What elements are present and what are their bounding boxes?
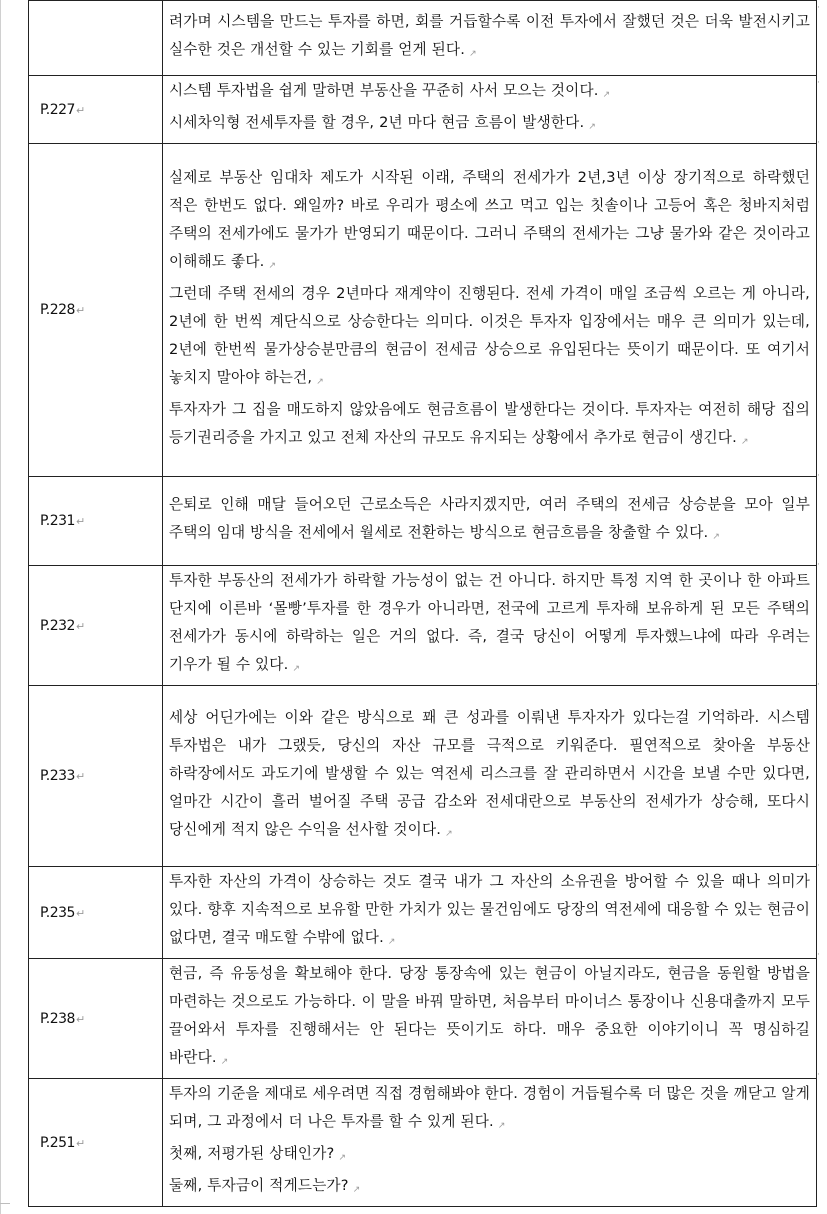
paragraph [169, 8, 810, 68]
table-row [29, 959, 817, 1079]
page-margin-guide [0, 0, 1, 1214]
paragraph-text: 투자의 기준을 제대로 세우려면 직접 경험해봐야 한다. 경험이 거듭될수록 더 많은 것을 깨닫고 알게 되며, 그 과정에서 더 나은 투자를 할 수 있게 된다. [169, 1085, 810, 1130]
page-number-cell [29, 144, 163, 477]
paragraph-return-icon: ↵ [75, 619, 85, 633]
quote-text-cell [163, 566, 817, 686]
table-row [29, 867, 817, 959]
row-end-mark-icon: · [817, 138, 820, 148]
paragraph-text: 투자한 자산의 가격이 상승하는 것도 결국 내가 그 자산의 소유권을 방어할 수 있을 때나 의미가 있다. 향후 지속적으로 보유할 만한 가치가 있는 물건임에도 당장의 역전세에 대응할 수 있는 현금이 없다면, 결국 매도할 수밖에 없다. [169, 873, 810, 946]
page-number: P.227 [40, 101, 75, 118]
quote-text-cell [163, 959, 817, 1079]
paragraph [169, 280, 810, 396]
table-row [29, 566, 817, 686]
paragraph [169, 567, 810, 683]
paragraph [169, 164, 810, 280]
row-end-mark-icon: · [817, 680, 820, 690]
quote-text-cell [163, 477, 817, 566]
paragraph-return-icon: ↵ [75, 103, 85, 117]
paragraph [169, 960, 810, 1076]
paragraph [169, 396, 810, 456]
paragraph-return-icon: ↵ [75, 1012, 85, 1026]
page-number: P.228 [40, 302, 75, 318]
paragraph-mark-icon: ↗ [740, 436, 749, 447]
paragraph [169, 704, 810, 848]
paragraph-text: 시스템 투자법을 쉽게 말하면 부동산을 꾸준히 사서 모으는 것이다. [169, 82, 599, 99]
page-number-cell [29, 566, 163, 686]
page-number-cell [29, 76, 163, 144]
quote-text-cell [163, 686, 817, 867]
paragraph-text: 시세차익형 전세투자를 할 경우, 2년 마다 현금 흐름이 발생한다. [169, 114, 585, 131]
row-end-mark-icon: · [817, 78, 820, 88]
page-number-cell [29, 1079, 163, 1207]
paragraph-mark-icon: ↗ [338, 1153, 347, 1163]
paragraph [169, 1172, 810, 1204]
page-number-cell [29, 686, 163, 867]
paragraph-text: 투자자가 그 집을 매도하지 않았음에도 현금흐름이 발생한다는 것이다. 투자자는 여전히 해당 집의 등기권리증을 가지고 있고 전체 자산의 규모도 유지되는 상황에서 추가로 현금이 생긴다. [169, 400, 810, 446]
paragraph-text: 은퇴로 인해 매달 들어오던 근로소득은 사라지겠지만, 여러 주택의 전세금 상승분을 모아 일부 주택의 임대 방식을 전세에서 월세로 전환하는 방식으로 현금흐름을 창출할 수 있다. [169, 495, 810, 541]
paragraph-return-icon: ↵ [75, 906, 85, 920]
page-number-cell [29, 959, 163, 1079]
paragraph-text: 첫째, 저평가된 상태인가? [169, 1145, 335, 1162]
paragraph-mark-icon: ↗ [352, 1185, 361, 1195]
paragraph-mark-icon: ↗ [220, 1057, 229, 1067]
paragraph [169, 77, 810, 109]
paragraph-text: 려가며 시스템을 만드는 투자를 하면, 회를 거듭할수록 이전 투자에서 잘했던 것은 더욱 발전시키고 실수한 것은 개선할 수 있는 기회를 얻게 된다. [169, 12, 810, 58]
paragraph-mark-icon: ↗ [469, 48, 477, 59]
page-number-cell [29, 1, 163, 76]
table-row [29, 686, 817, 867]
row-end-mark-icon: · [817, 861, 820, 871]
paragraph-text: 현금, 즉 유동성을 확보해야 한다. 당장 통장속에 있는 현금이 아닐지라도, 현금을 동원할 방법을 마련하는 것으로도 가능하다. 이 말을 바꿔 말하면, 처음부터 마이너스 통장이나 신용대출까지 모두 끌어와서 투자를 진행해서는 안 된다는 뜻이기도 하다. 매우 중요한 이야기이니 꼭 명심하길 바란다. [169, 965, 810, 1066]
paragraph-mark-icon: ↗ [268, 260, 277, 271]
quote-text-cell [163, 1079, 817, 1207]
paragraph [169, 109, 810, 141]
paragraph-text: 실제로 부동산 임대차 제도가 시작된 이래, 주택의 전세가가 2년,3년 이상 장기적으로 하락했던 적은 한번도 없다. 왜일까? 바로 우리가 평소에 쓰고 먹고 입는 칫솔이나 고등어 혹은 청바지처럼 주택의 전세가에도 물가가 반영되기 때문이다. 그러니 주택의 전세가는 그냥 물가와 같은 것이라고 이해해도 좋다. [169, 168, 810, 270]
page-number: P.231 [40, 513, 75, 529]
paragraph [169, 1140, 810, 1172]
paragraph-mark-icon: ↗ [445, 828, 453, 839]
paragraph [169, 868, 810, 956]
page-number: P.238 [40, 1010, 75, 1027]
paragraph-return-icon: ↵ [75, 770, 85, 783]
row-end-mark-icon: · [817, 1070, 820, 1080]
row-end-mark-icon: · [817, 950, 820, 960]
table-row [29, 76, 817, 144]
paragraph-mark-icon: ↗ [387, 937, 396, 947]
paragraph-return-icon: ↵ [75, 304, 85, 317]
page-number: P.235 [40, 904, 75, 921]
paragraph [169, 491, 810, 551]
page-number: P.232 [40, 617, 75, 634]
quote-text-cell [163, 144, 817, 477]
paragraph-text: 투자한 부동산의 전세가가 하락할 가능성이 없는 건 아니다. 하지만 특정 지역 한 곳이나 한 아파트 단지에 이른바 ‘몰빵’투자를 한 경우가 아니라면, 전국에 고르게 투자해 보유하게 된 모든 주택의 전세가가 동시에 하락하는 일은 거의 없다. 즉, 결국 당신이 어떻게 투자했느냐에 따라 우려는 기우가 될 수 있다. [169, 572, 810, 673]
paragraph-text: 둘째, 투자금이 적게드는가? [169, 1177, 349, 1194]
page-number-cell [29, 477, 163, 566]
paragraph-text: 그런데 주택 전세의 경우 2년마다 재계약이 진행된다. 전세 가격이 매일 조금씩 오르는 게 아니라, 2년에 한 번씩 계단식으로 상승한다는 의미다. 이것은 투자자 입장에서는 매우 큰 의미가 있는데, 2년에 한번씩 물가상승분만큼의 현금이 전세금 상승으로 유입된다는 뜻이기 때문이다. 또 여기서 놓치지 말아야 하는건, [169, 284, 810, 386]
paragraph-mark-icon: ↗ [292, 664, 301, 674]
page-corner-mark [0, 1203, 10, 1204]
quote-text-cell [163, 1, 817, 76]
quote-text-cell [163, 867, 817, 959]
paragraph [169, 1080, 810, 1140]
notes-table [28, 0, 817, 1207]
table-row [29, 1, 817, 76]
paragraph-return-icon: ↵ [75, 1136, 85, 1150]
table-row [29, 477, 817, 566]
paragraph-mark-icon: ↗ [497, 1121, 506, 1131]
table-row [29, 144, 817, 477]
paragraph-mark-icon: ↗ [712, 531, 721, 542]
paragraph-mark-icon: ↗ [602, 90, 611, 100]
page-number: P.251 [40, 1134, 75, 1151]
paragraph-return-icon: ↵ [75, 515, 85, 528]
page-number: P.233 [40, 768, 75, 784]
table-row [29, 1079, 817, 1207]
quote-text-cell [163, 76, 817, 144]
row-end-mark-icon: · [817, 560, 820, 570]
paragraph-text: 세상 어딘가에는 이와 같은 방식으로 꽤 큰 성과를 이뤄낸 투자자가 있다는걸 기억하라. 시스템 투자법은 내가 그랬듯, 당신의 자산 규모를 극적으로 키워준다. 필연적으로 찾아올 부동산 하락장에서도 과도기에 발생할 수 있는 역전세 리스크를 잘 관리하면서 시간을 보낼 수만 있다면, 얼마간 시간이 흘러 벌어질 주택 공급 감소와 전세대란으로 부동산의 전세가가 상승해, 또다시 당신에게 적지 않은 수익을 선사할 것이다. [169, 708, 810, 838]
paragraph-mark-icon: ↗ [316, 376, 324, 387]
row-end-mark-icon: · [817, 3, 820, 13]
page-number-cell [29, 867, 163, 959]
row-end-mark-icon: · [817, 471, 820, 481]
paragraph-mark-icon: ↗ [588, 122, 597, 132]
